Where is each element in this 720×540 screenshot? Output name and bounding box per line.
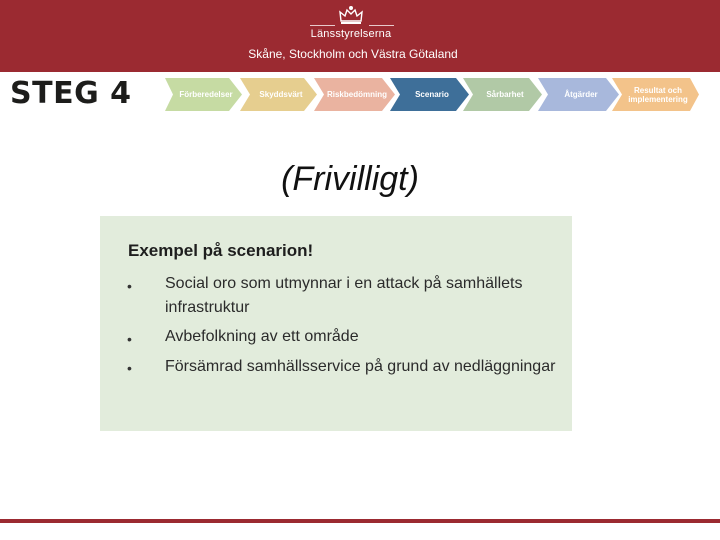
process-step-label: Skyddsvärt: [259, 90, 303, 99]
process-step-riskbedomning: [314, 78, 396, 111]
process-step-label: Åtgärder: [564, 90, 598, 99]
process-step-label: Förberedelser: [179, 90, 233, 99]
organisation-name: Länsstyrelserna: [310, 28, 392, 40]
process-step-label: Scenario: [415, 90, 449, 99]
bullet-marker: •: [127, 360, 132, 376]
step-title: STEG 4: [10, 76, 132, 111]
subtitle: (Frivilligt): [281, 160, 419, 198]
example-heading: Exempel på scenarion!: [128, 241, 314, 260]
example-item: Försämrad samhällsservice på grund av nedläggningar: [165, 358, 556, 375]
process-step-label: Resultat och implementering: [628, 85, 688, 104]
example-item: Social oro som utmynnar i en attack på samhällets infrastruktur: [165, 275, 523, 316]
example-item: Avbefolkning av ett område: [165, 328, 359, 345]
process-steps: [0, 0, 720, 120]
process-step-sarbarhet: [463, 78, 543, 111]
process-step-label: Riskbedömning: [326, 90, 387, 99]
process-step-label: Sårbarhet: [486, 90, 524, 99]
example-box: [100, 216, 572, 431]
process-step-forberedelser: [165, 78, 243, 111]
process-step-skyddsvart: [240, 78, 318, 111]
process-step-resultat: [612, 78, 700, 111]
region-label: Skåne, Stockholm och Västra Götaland: [248, 47, 458, 61]
process-step-atgarder: [538, 78, 620, 111]
bullet-marker: •: [127, 278, 132, 294]
bottom-rule: [0, 519, 720, 523]
bullet-marker: •: [127, 331, 132, 347]
process-step-scenario: [390, 78, 470, 111]
